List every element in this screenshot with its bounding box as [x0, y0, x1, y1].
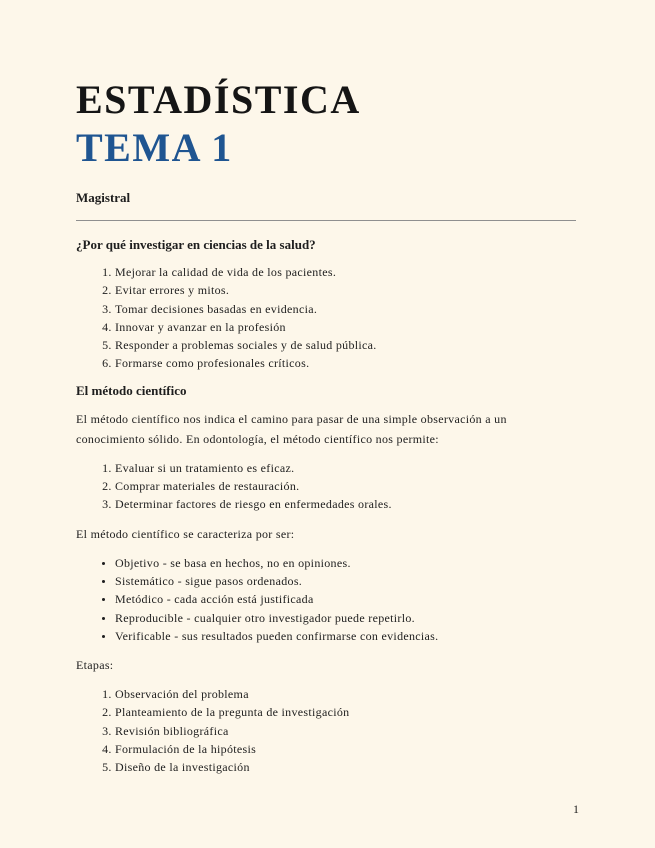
characteristics-intro: El método científico se caracteriza por ser:	[76, 526, 295, 541]
list-item: 1. Evaluar si un tratamiento es eficaz.	[115, 459, 576, 477]
list-item: 1. Observación del problema	[115, 685, 576, 703]
list-item: 5. Responder a problemas sociales y de salud pública.	[115, 336, 576, 354]
page-number: 1	[573, 802, 579, 816]
list-item: 3. Determinar factores de riesgo en enfermedades orales.	[115, 495, 576, 513]
list-item: 2. Planteamiento de la pregunta de investigación	[115, 703, 576, 721]
reasons-list	[76, 263, 576, 373]
list-item: 2. Evitar errores y mitos.	[115, 281, 576, 299]
document-title: ESTADÍSTICA	[76, 77, 361, 122]
section-heading-scientific-method: El método científico	[76, 382, 187, 398]
scientific-method-intro: El método científico nos indica el camino para pasar de una simple observación a un conocimiento sólido. En odontología, el método científico nos permite:	[76, 411, 507, 446]
document-label: Magistral	[76, 190, 131, 205]
list-item: • Metódico - cada acción está justificada	[115, 590, 576, 608]
list-item: • Reproducible - cualquier otro investigador puede repetirlo.	[115, 609, 576, 627]
list-item: 4. Formulación de la hipótesis	[115, 740, 576, 758]
characteristics-list	[76, 554, 576, 645]
list-item: 3. Tomar decisiones basadas en evidencia.	[115, 300, 576, 318]
list-item: • Sistemático - sigue pasos ordenados.	[115, 572, 576, 590]
section-heading-why-investigate: ¿Por qué investigar en ciencias de la salud?	[76, 237, 316, 252]
list-item: 6. Formarse como profesionales críticos.	[115, 354, 576, 372]
horizontal-divider	[76, 220, 576, 221]
list-item: • Objetivo - se basa en hechos, no en opiniones.	[115, 554, 576, 572]
document-subtitle: TEMA 1	[76, 125, 233, 170]
document-page	[76, 78, 576, 777]
list-item: 3. Revisión bibliográfica	[115, 722, 576, 740]
list-item: 1. Mejorar la calidad de vida de los pacientes.	[115, 263, 576, 281]
list-item: • Verificable - sus resultados pueden confirmarse con evidencias.	[115, 627, 576, 645]
list-item: 5. Diseño de la investigación	[115, 758, 576, 776]
stages-list	[76, 685, 576, 776]
list-item: 2. Comprar materiales de restauración.	[115, 477, 576, 495]
stages-intro: Etapas:	[76, 658, 114, 673]
permits-list	[76, 459, 576, 514]
list-item: 4. Innovar y avanzar en la profesión	[115, 318, 576, 336]
